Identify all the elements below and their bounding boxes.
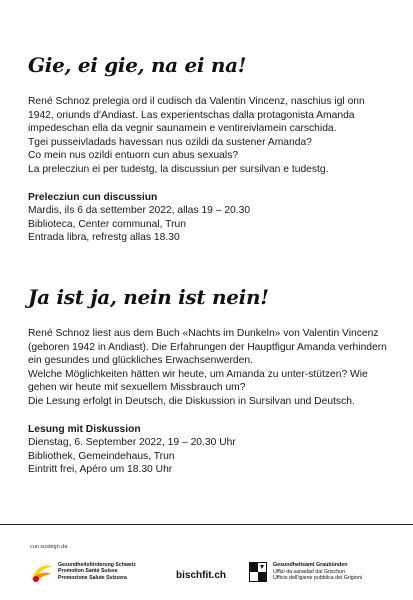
german-event-location: Bibliothek, Gemeindehaus, Trun <box>28 450 175 462</box>
german-section <box>28 284 393 477</box>
romansh-paragraph: René Schnoz prelegia ord il cudisch da Valentin Vincenz, naschius igl onn 1942, oriunds d'Andiast. Las experientschas dalla protagonista Amanda impedeschan ella da vegnir saunamein e ventireivlamein carschida. <box>28 96 365 135</box>
german-headline: Ja ist ja, nein ist nein! <box>28 285 269 309</box>
gfs-line: Promotion Santé Suisse <box>58 568 118 575</box>
german-paragraph: Welche Möglichkeiten hätten wir heute, um Amanda zu unter-stützen? Wie gehen wir heute mit sexuellem Missbrauch um? <box>28 368 368 394</box>
romansh-section <box>28 52 393 245</box>
romansh-paragraph: La prelecziun ei per tudestg, la discussiun per sursilvan e tudestg. <box>28 163 329 175</box>
german-description <box>28 327 393 409</box>
romansh-paragraph: Co mein nus ozildi entuorn cun abus sexuals? <box>28 150 239 162</box>
gr-line: Gesundheitsamt Graubünden <box>273 562 348 568</box>
gesundheitsamt-logo <box>249 561 399 585</box>
german-paragraph: Die Lesung erfolgt in Deutsch, die Diskussion in Sursilvan und Deutsch. <box>28 395 355 407</box>
romansh-event-date: Mardis, ils 6 da settember 2022, allas 19 – 20.30 <box>28 205 251 217</box>
gfs-line: Gesundheitsförderung Schweiz <box>58 562 136 568</box>
romansh-event-details <box>28 191 393 245</box>
german-event-title: Lesung mit Diskussion <box>28 423 141 435</box>
gr-text <box>273 562 362 582</box>
gr-line: Uffizi da sanadad dal Grischun <box>273 568 346 575</box>
gfs-text <box>58 562 136 581</box>
footer-divider <box>0 524 413 525</box>
sponsor-label: cun sustegn da <box>30 544 68 550</box>
romansh-description <box>28 95 393 177</box>
gfs-swirl-icon <box>30 561 54 583</box>
gr-line: Ufficio dell'igiene pubblica dei Grigioni <box>273 575 362 582</box>
german-event-details <box>28 423 393 477</box>
romansh-event-title: Prelecziun cun discussiun <box>28 191 158 203</box>
romansh-paragraph: Tgei pusseivladads havessan nus ozildi da sustener Amanda? <box>28 136 312 148</box>
graubuenden-crest-icon <box>249 562 267 582</box>
romansh-headline: Gie, ei gie, na ei na! <box>28 53 247 77</box>
romansh-event-location: Biblioteca, Center communal, Trun <box>28 218 186 230</box>
german-event-date: Dienstag, 6. September 2022, 19 – 20.30 Uhr <box>28 437 236 449</box>
bischfit-logo: bischfit.ch <box>176 570 227 581</box>
gesundheitsfoerderung-logo <box>30 559 160 585</box>
german-event-entry: Eintritt frei, Apéro um 18.30 Uhr <box>28 464 173 476</box>
gfs-line: Promozione Salute Svizzera <box>58 574 127 581</box>
romansh-event-entry: Entrada libra, refrestg allas 18.30 <box>28 232 180 244</box>
german-paragraph: René Schnoz liest aus dem Buch «Nachts im Dunkeln» von Valentin Vincenz (geboren 1942 in Andiast). Die Erfahrungen der Hauptfigur Amanda verhindern ein gesundes und glückliches Erwachsenwerden. <box>28 328 387 367</box>
